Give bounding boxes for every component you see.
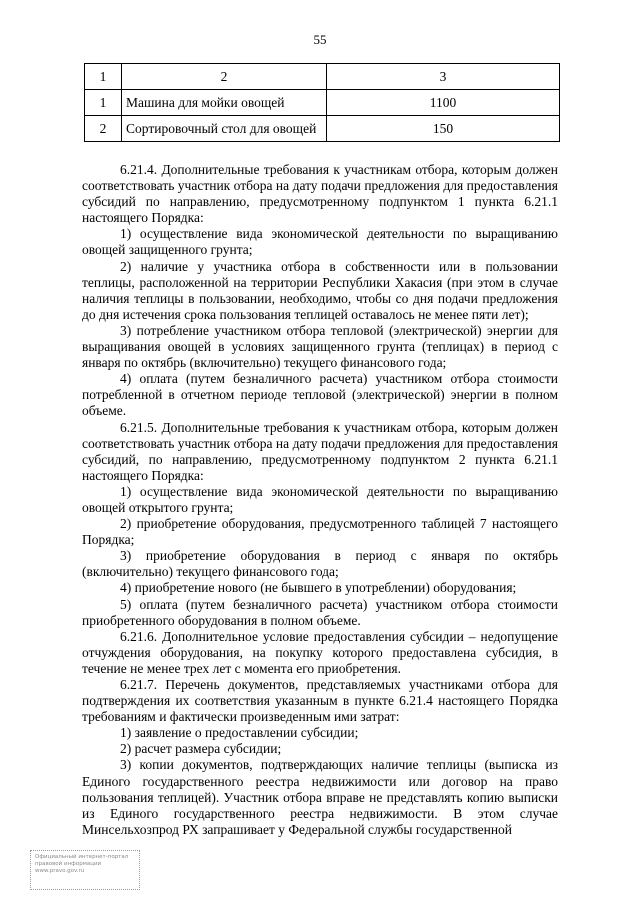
table-row (85, 90, 560, 116)
paragraph: 3) приобретение оборудования в период с января по октябрь (включительно) текущего финансового года; (82, 548, 558, 580)
official-portal-stamp (30, 850, 140, 890)
paragraph: 5) оплата (путем безналичного расчета) участником отбора стоимости приобретенного оборудования в полном объеме. (82, 596, 558, 628)
stamp-line: правовой информации (35, 861, 102, 867)
paragraph: 6.21.5. Дополнительные требования к участникам отбора, которым должен соответствовать участник отбора на дату подачи предложения для предоставления субсидий, по направлению, предусмотренному подпунктом 2 пункта 6.21.1 настоящего Порядка: (82, 419, 558, 483)
document-body (82, 162, 558, 838)
paragraph: 4) приобретение нового (не бывшего в употреблении) оборудования; (120, 580, 517, 596)
equipment-table (84, 63, 560, 142)
table-header-cell: 1 (85, 64, 122, 90)
paragraph: 6.21.6. Дополнительное условие предоставления субсидии – недопущение отчуждения оборудования, на покупку которого предоставлена субсидия, в течение не менее трех лет с момента его приобретения. (82, 628, 558, 676)
table-row (85, 116, 560, 142)
paragraph: 6.21.7. Перечень документов, представляемых участниками отбора для подтверждения их соответствия указанным в пункте 6.21.4 настоящего Порядка требованиям и фактически произведенным ими затрат: (82, 677, 558, 725)
paragraph: 2) приобретение оборудования, предусмотренного таблицей 7 настоящего Порядка; (82, 516, 558, 548)
table-cell-value: 1100 (327, 90, 560, 116)
paragraph: 6.21.4. Дополнительные требования к участникам отбора, которым должен соответствовать участник отбора на дату подачи предложения для предоставления субсидий по направлению, предусмотренному подпунктом 1 пункта 6.21.1 настоящего Порядка: (82, 162, 558, 226)
paragraph: 4) оплата (путем безналичного расчета) участником отбора стоимости потребленной в отчетном периоде тепловой (электрической) энергии в полном объеме. (82, 371, 558, 419)
table-header-cell: 3 (327, 64, 560, 90)
paragraph: 1) осуществление вида экономической деятельности по выращиванию овощей открытого грунта; (82, 483, 558, 515)
paragraph: 1) осуществление вида экономической деятельности по выращиванию овощей защищенного грунта; (82, 226, 558, 258)
table-cell-number: 2 (85, 116, 122, 142)
paragraph: 2) наличие у участника отбора в собственности или в пользовании теплицы, расположенной на территории Республики Хакасия (при этом в случае наличия теплицы в пользовании, необходимо, чтобы со дня подачи предложения до дня истечения срока пользования теплицей оставалось не менее пяти лет); (82, 258, 558, 322)
table-cell-name: Машина для мойки овощей (122, 90, 327, 116)
table-header-row (85, 64, 560, 90)
stamp-line: www.pravo.gov.ru (35, 868, 85, 874)
table-cell-value: 150 (327, 116, 560, 142)
table-header-cell: 2 (122, 64, 327, 90)
table-cell-name: Сортировочный стол для овощей (122, 116, 327, 142)
paragraph: 1) заявление о предоставлении субсидии; (120, 725, 359, 741)
page-number: 55 (313, 32, 327, 47)
paragraph: 3) потребление участником отбора тепловой (электрической) энергии для выращивания овощей в условиях защищенного грунта (теплицах) в период с января по октябрь (включительно) текущего финансового года; (82, 322, 558, 371)
paragraph: 2) расчет размера субсидии; (120, 741, 282, 757)
paragraph: 3) копии документов, подтверждающих наличие теплицы (выписка из Единого государственного реестра недвижимости или договор на право пользования теплицей). Участник отбора вправе не представлять копию выписки из Единого государственного реестра недвижимости. В этом случае Минсельхозпрод РХ запрашивает у Федеральной службы государственной (82, 757, 558, 837)
stamp-line: Официальный интернет-портал (35, 854, 129, 860)
table-cell-number: 1 (85, 90, 122, 116)
